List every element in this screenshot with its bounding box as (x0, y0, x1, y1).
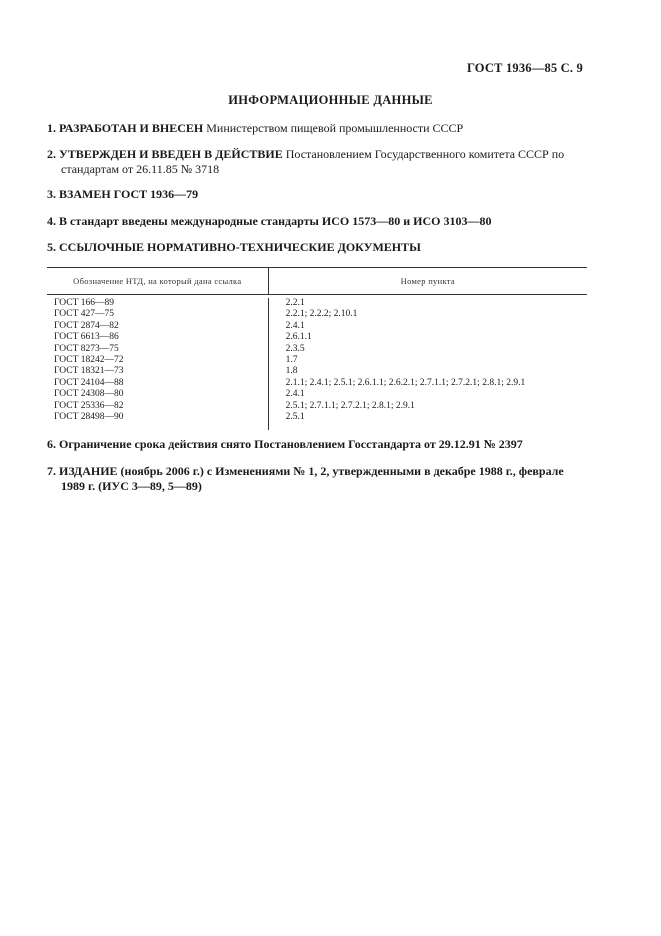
item-label: 3. ВЗАМЕН ГОСТ 1936—79 (47, 187, 199, 201)
table-cell-clause: 2.4.1 (285, 320, 305, 331)
table-cell-designation: ГОСТ 25336—82 (54, 400, 124, 411)
item-label: 2. УТВЕРЖДЕН И ВВЕДЕН В ДЕЙСТВИЕ (47, 147, 283, 161)
page-title: ИНФОРМАЦИОННЫЕ ДАННЫЕ (228, 93, 433, 107)
item-label: 1. РАЗРАБОТАН И ВНЕСЕН (47, 121, 204, 135)
table-cell-clause: 2.4.1 (285, 389, 305, 400)
item-continuation: 1989 г. (ИУС 3—89, 5—89) (61, 479, 202, 493)
table-body (47, 295, 587, 430)
table-cell-clause: 2.5.1 (285, 411, 305, 422)
table-cell-designation: ГОСТ 166—89 (54, 298, 114, 308)
info-item-6 (47, 437, 587, 452)
table-cell-designation: ГОСТ 8273—75 (54, 343, 119, 354)
item-continuation: стандартам от 26.11.85 № 3718 (61, 162, 220, 176)
item-label: 5. ССЫЛОЧНЫЕ НОРМАТИВНО-ТЕХНИЧЕСКИЕ ДОКУМЕНТЫ (47, 240, 421, 254)
table-column-designation (47, 298, 268, 430)
table-cell-designation: ГОСТ 427—75 (54, 309, 114, 320)
item-label: 6. Ограничение срока действия снято Постановлением Госстандарта от 29.12.91 № 2397 (47, 437, 523, 451)
table-cell-clause: 2.5.1; 2.7.1.1; 2.7.2.1; 2.8.1; 2.9.1 (285, 400, 415, 411)
info-item-2 (47, 147, 587, 177)
table-cell-designation: ГОСТ 2874—82 (54, 320, 119, 331)
table-cell-designation: ГОСТ 18242—72 (54, 354, 124, 365)
item-text: Министерством пищевой промышленности СССР (203, 121, 464, 135)
info-item-7 (47, 464, 587, 494)
table-cell-designation: ГОСТ 24104—88 (54, 377, 124, 388)
table-cell-clause: 2.3.5 (285, 343, 305, 354)
info-item-3 (47, 187, 587, 202)
table-cell-clause: 1.8 (285, 366, 298, 377)
info-item-4 (47, 214, 587, 229)
table-cell-designation: ГОСТ 18321—73 (54, 366, 124, 377)
item-text: Постановлением Государственного комитета СССР по (282, 147, 565, 161)
table-column-clause (268, 298, 587, 430)
table-cell-clause: 2.2.1; 2.2.2; 2.10.1 (285, 309, 358, 320)
page-header: ГОСТ 1936—85 С. 9 (466, 61, 583, 75)
table-cell-clause: 2.6.1.1 (285, 332, 312, 343)
table-header-designation: Обозначение НТД, на который дана ссылка (73, 276, 242, 286)
info-item-5 (47, 240, 587, 255)
info-item-1 (47, 121, 587, 136)
table-cell-designation: ГОСТ 24308—80 (54, 389, 124, 400)
table-header-clause: Номер пункта (268, 268, 587, 294)
table-header-row (47, 267, 587, 295)
item-label: 4. В стандарт введены международные стандарты ИСО 1573—80 и ИСО 3103—80 (47, 214, 492, 228)
item-label: 7. ИЗДАНИЕ (ноябрь 2006 г.) с Изменениями № 1, 2, утвержденными в декабре 1988 г., феврале (47, 464, 564, 478)
reference-table (47, 267, 587, 430)
table-cell-clause: 1.7 (285, 354, 298, 365)
table-cell-clause: 2.1.1; 2.4.1; 2.5.1; 2.6.1.1; 2.6.2.1; 2.7.1.1; 2.7.2.1; 2.8.1; 2.9.1 (285, 377, 526, 388)
table-cell-designation: ГОСТ 6613—86 (54, 332, 119, 343)
table-cell-clause: 2.2.1 (285, 298, 305, 308)
table-cell-designation: ГОСТ 28498—90 (54, 411, 124, 422)
